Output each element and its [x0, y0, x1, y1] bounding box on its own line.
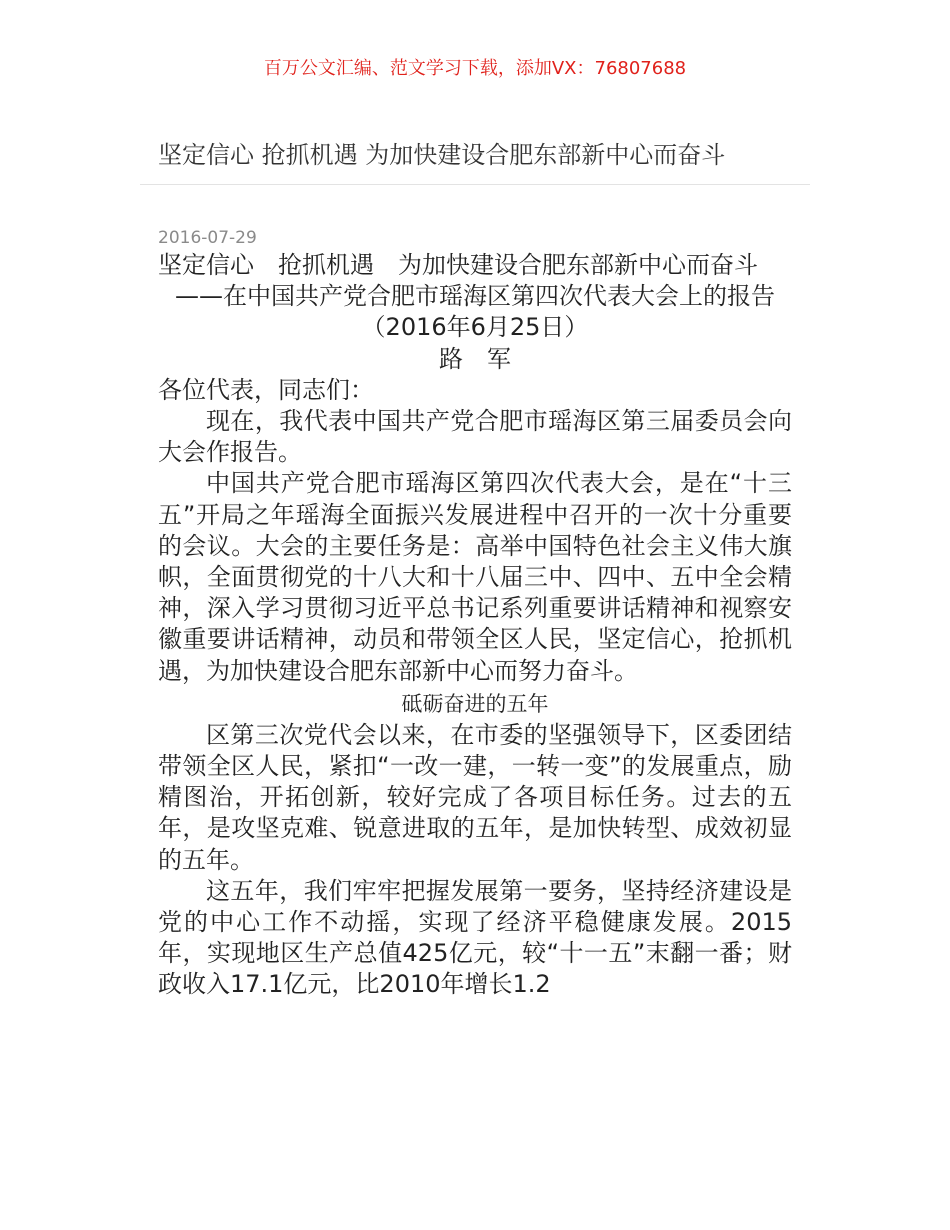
publish-date: 2016-07-29: [158, 228, 257, 248]
article-title: 坚定信心 抢抓机遇 为加快建设合肥东部新中心而奋斗: [158, 251, 758, 279]
salutation: 各位代表，同志们：: [158, 375, 374, 404]
report-date: （2016年6月25日）: [361, 313, 589, 342]
article-subtitle: ——在中国共产党合肥市瑶海区第四次代表大会上的报告: [175, 282, 775, 311]
paragraph: 中国共产党合肥市瑶海区第四次代表大会，是在“十三五”开局之年瑶海全面振兴发展进程中召开的一次十分重要的会议。大会的主要任务是：高举中国特色社会主义伟大旗帜，全面贯彻党的十八大和十八届三中、四中、五中全会精神，深入学习贯彻习近平总书记系列重要讲话精神和视察安徽重要讲话精神，动员和带领全区人民，坚定信心，抢抓机遇，为加快建设合肥东部新中心而努力奋斗。: [158, 469, 792, 685]
article-body: [158, 250, 792, 1001]
author-name: 路 军: [439, 344, 511, 373]
paragraph: 现在，我代表中国共产党合肥市瑶海区第三届委员会向大会作报告。: [158, 407, 792, 467]
title-divider: [140, 184, 810, 185]
paragraph: 这五年，我们牢牢把握发展第一要务，坚持经济建设是党的中心工作不动摇，实现了经济平稳健康发展。2015年，实现地区生产总值425亿元，较“十一五”末翻一番；财政收入17.1亿元，比2010年增长1.2: [158, 876, 792, 999]
page-title: 坚定信心 抢抓机遇 为加快建设合肥东部新中心而奋斗: [158, 141, 726, 169]
paragraph: 区第三次党代会以来，在市委的坚强领导下，区委团结带领全区人民，紧扣“一改一建，一转一变”的发展重点，励精图治，开拓创新，较好完成了各项目标任务。过去的五年，是攻坚克难、锐意进取的五年，是加快转型、成效初显的五年。: [158, 720, 792, 874]
promo-banner: 百万公文汇编、范文学习下载，添加VX：76807688: [263, 58, 687, 79]
section-heading: 砥砺奋进的五年: [401, 691, 549, 716]
